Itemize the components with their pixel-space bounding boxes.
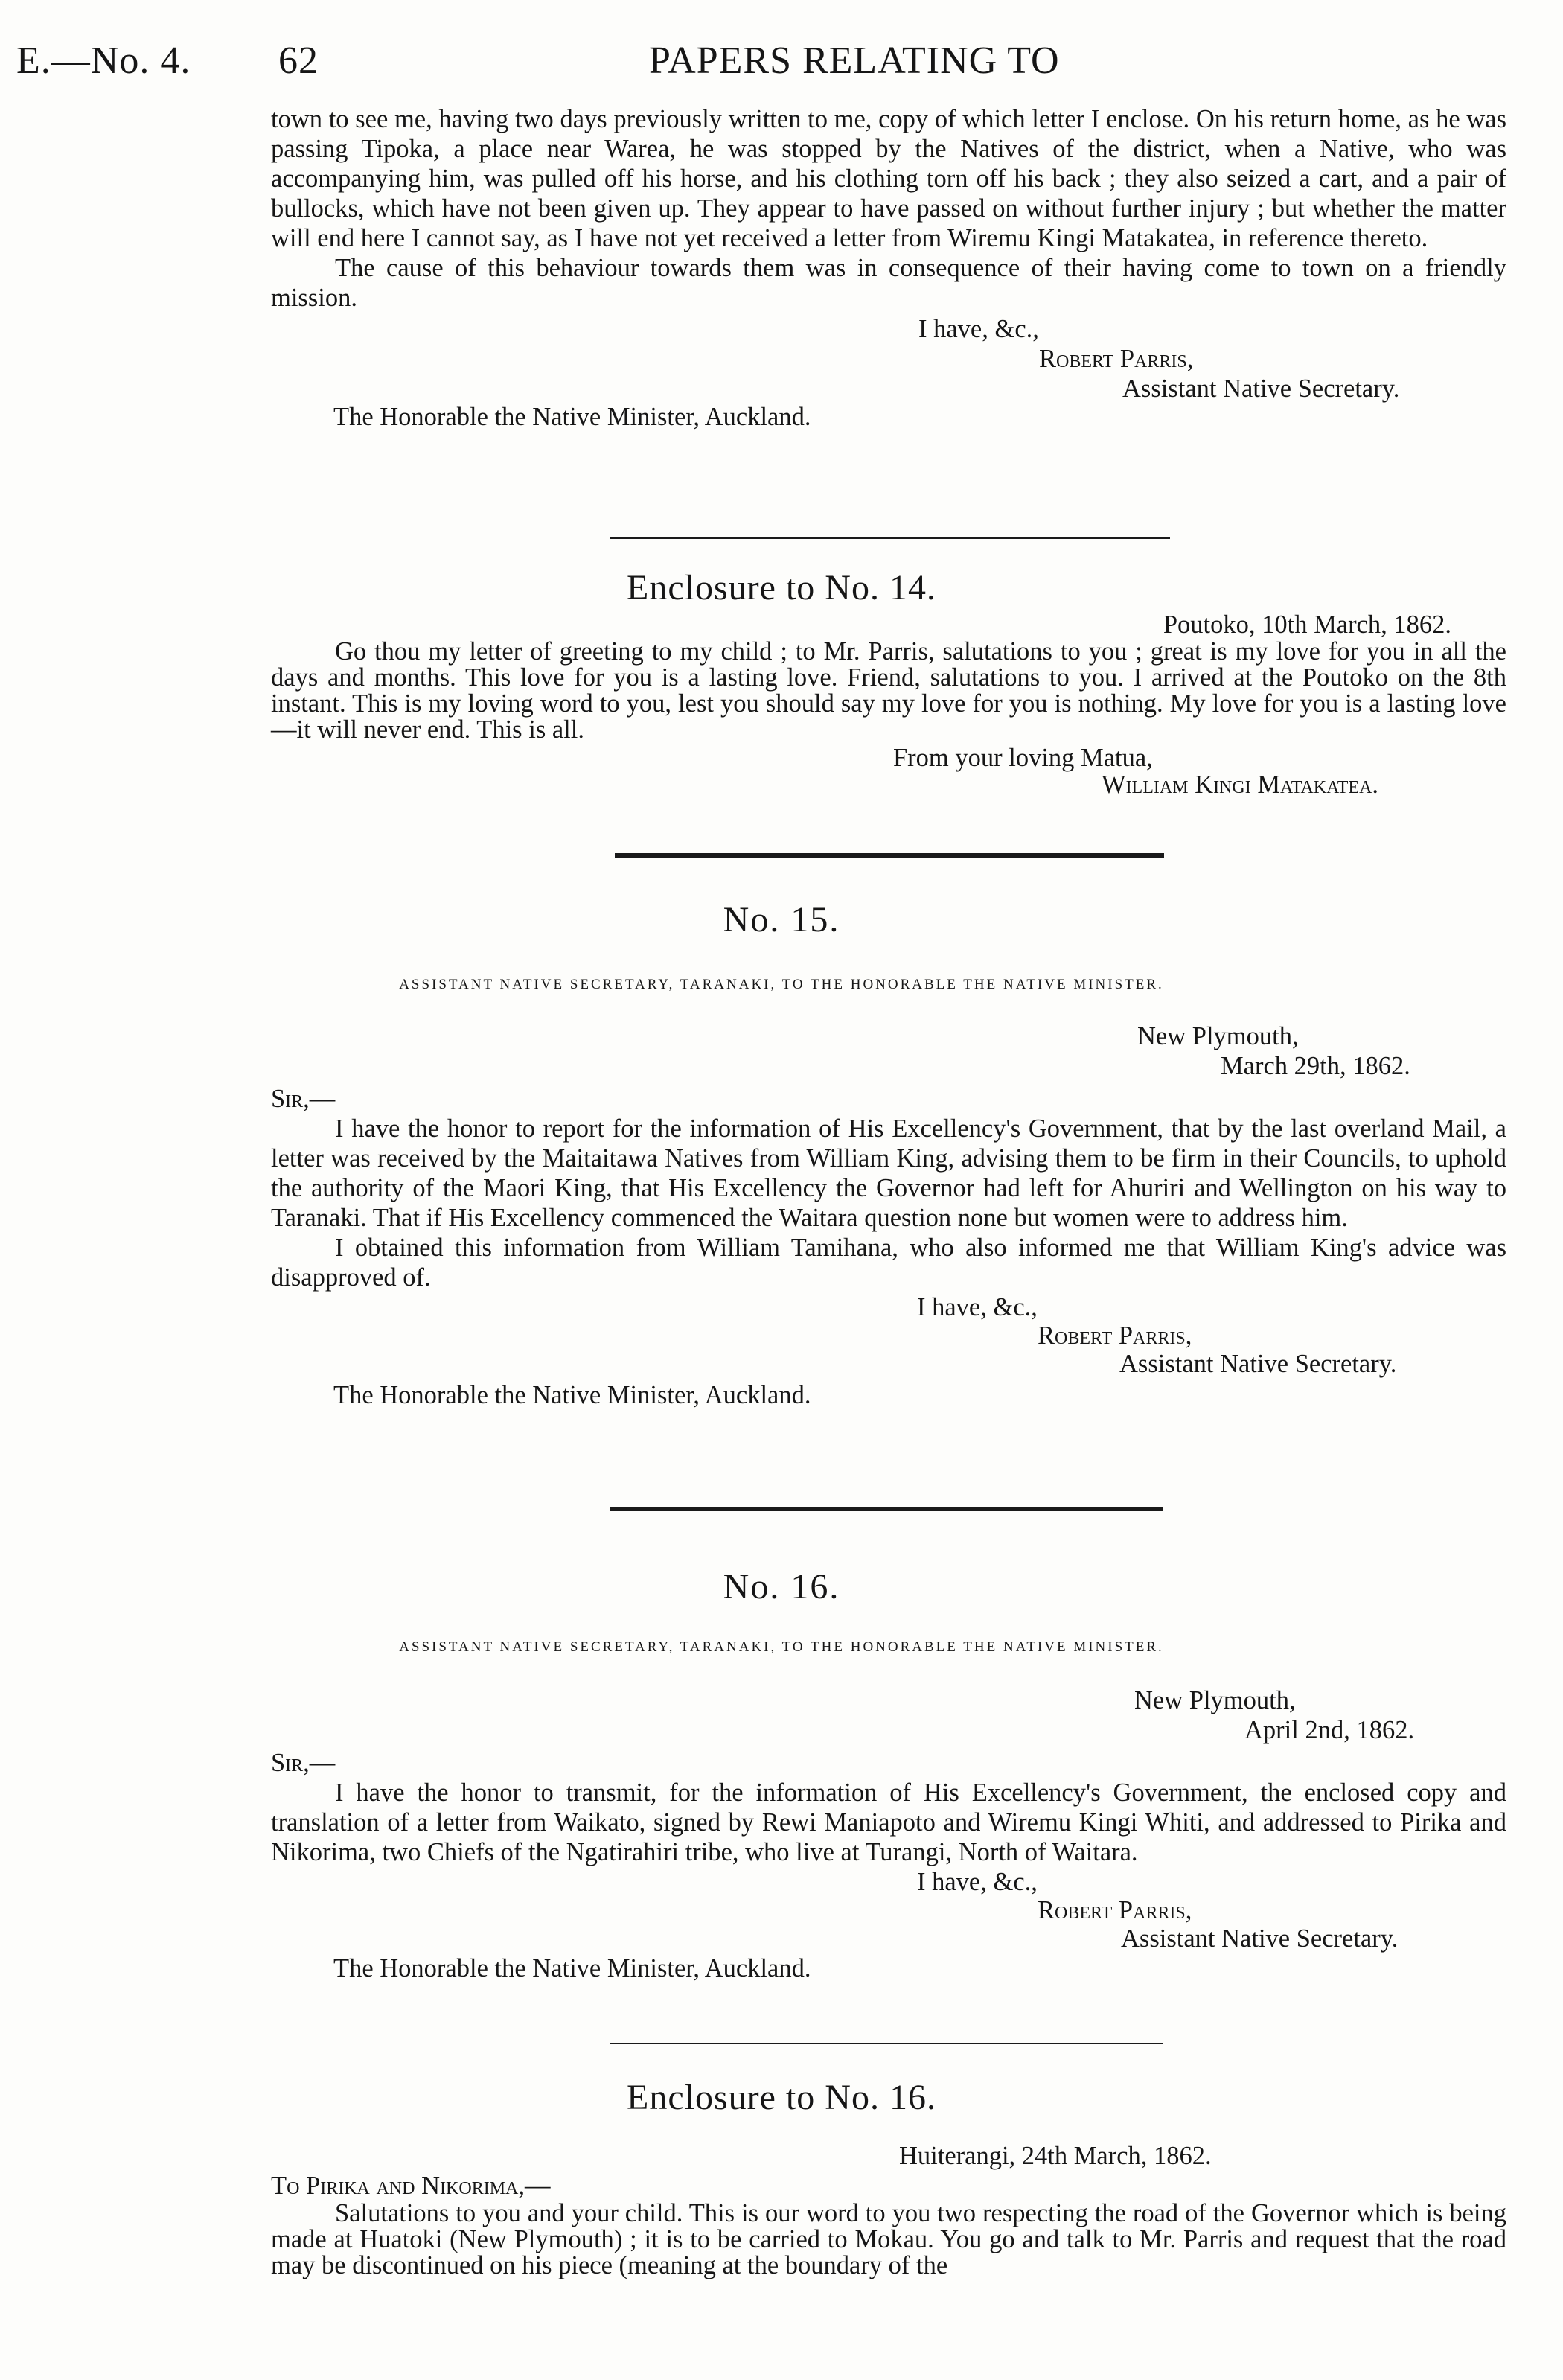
no-15-subheading: ASSISTANT NATIVE SECRETARY, TARANAKI, TO THE HONORABLE THE NATIVE MINISTER. bbox=[399, 977, 1164, 992]
letter-15-paragraph-2: I obtained this information from William Tamihana, who also informed me that William King's advice was disapproved of. bbox=[271, 1234, 1506, 1292]
document-reference: E.—No. 4. bbox=[16, 39, 191, 82]
enclosure-16 bbox=[271, 2141, 1506, 2279]
enclosure-14 bbox=[271, 610, 1506, 803]
page-number: 62 bbox=[278, 39, 319, 82]
letter-16-place: New Plymouth, bbox=[1134, 1686, 1296, 1714]
section-divider-thick bbox=[610, 1507, 1163, 1511]
letter-16-salutation: Sir,— bbox=[271, 1749, 336, 1777]
enclosure-14-signer: William Kingi Matakatea. bbox=[1102, 771, 1379, 799]
letter-14-continuation bbox=[271, 104, 1506, 432]
enclosure-14-heading: Enclosure to No. 14. bbox=[627, 568, 936, 607]
closing: I have, &c., bbox=[917, 1293, 1038, 1321]
letter-16-signature-block bbox=[271, 1867, 1506, 1986]
letter-16-paragraph-1: I have the honor to transmit, for the information of His Excellency's Government, the enclosed copy and translation of a letter from Waikato, signed by Rewi Maniapoto and Wiremu Kingi Whiti, and addressed to Pirika and Nikorima, two Chiefs of the Ngatirahiri tribe, who live at Turangi, North of Waitara. bbox=[271, 1778, 1506, 1866]
enclosure-14-signature bbox=[271, 743, 1506, 803]
letter-16 bbox=[271, 1685, 1506, 1986]
enclosure-16-body: Salutations to you and your child. This is our word to you two respecting the road of the Governor which is being made at Huatoki (New Plymouth) ; it is to be carried to Mokau. You go and talk to Mr. Parris and request that the road may be discontinued on his piece (meaning at the boundary of the bbox=[271, 2199, 1506, 2279]
no-16-subheading: ASSISTANT NATIVE SECRETARY, TARANAKI, TO THE HONORABLE THE NATIVE MINISTER. bbox=[399, 1639, 1164, 1655]
enclosure-14-body: Go thou my letter of greeting to my child ; to Mr. Parris, salutations to you ; great is my love for you in all the days and months. This love for you is a lasting love. Friend, salutations to you. I arrived at the Poutoko on the 8th instant. This is my loving word to you, lest you should say my love for you is nothing. My love for you is a lasting love—it will never end. This is all. bbox=[271, 637, 1506, 744]
section-divider-thin bbox=[610, 2043, 1163, 2044]
enclosure-16-addressee: To Pirika and Nikorima,— bbox=[271, 2172, 551, 2200]
enclosure-16-place-date: Huiterangi, 24th March, 1862. bbox=[899, 2142, 1212, 2170]
addressee: The Honorable the Native Minister, Auckland. bbox=[333, 1381, 811, 1409]
closing: I have, &c., bbox=[917, 1868, 1038, 1896]
signer-title: Assistant Native Secretary. bbox=[1121, 1924, 1399, 1953]
letter-15-salutation: Sir,— bbox=[271, 1085, 336, 1113]
section-divider-thick bbox=[615, 853, 1164, 858]
letter-15 bbox=[271, 1021, 1506, 1411]
enclosure-16-heading: Enclosure to No. 16. bbox=[627, 2078, 936, 2117]
section-divider-thin bbox=[610, 537, 1170, 539]
letter-15-paragraph-1: I have the honor to report for the information of His Excellency's Government, that by the last overland Mail, a letter was received by the Maitaitawa Natives from William King, advising them to be firm in their Councils, to uphold the authority of the Maori King, that His Excellency the Governor had left for Ahuriri and Wellington on his way to Taranaki. That if His Excellency commenced the Waitara question none but women were to address him. bbox=[271, 1114, 1506, 1232]
signer-name: Robert Parris, bbox=[1038, 1896, 1192, 1924]
enclosure-14-from: From your loving Matua, bbox=[893, 744, 1153, 772]
letter-16-dateline bbox=[271, 1685, 1506, 1749]
signer-title: Assistant Native Secretary. bbox=[1122, 374, 1400, 403]
closing: I have, &c., bbox=[918, 315, 1039, 343]
no-15-heading: No. 15. bbox=[723, 900, 840, 939]
addressee: The Honorable the Native Minister, Auckland. bbox=[333, 403, 811, 431]
letter-15-signature-block bbox=[271, 1292, 1506, 1411]
letter-14-paragraph-2: The cause of this behaviour towards them was in consequence of their having come to town on a friendly mission. bbox=[271, 254, 1506, 312]
signer-title: Assistant Native Secretary. bbox=[1119, 1350, 1397, 1378]
no-16-heading: No. 16. bbox=[723, 1567, 840, 1607]
letter-14-signature-block bbox=[271, 313, 1506, 432]
signer-name: Robert Parris, bbox=[1038, 1321, 1192, 1350]
running-title: PAPERS RELATING TO bbox=[649, 39, 1060, 82]
letter-14-paragraph-1: town to see me, having two days previously written to me, copy of which letter I enclose. On his return home, as he was passing Tipoka, a place near Warea, he was stopped by the Natives of the district, when a Native, who was accompanying him, was pulled off his horse, and his clothing torn off his back ; they also seized a cart, and a pair of bullocks, which have not been given up. They appear to have passed on without further injury ; but whether the matter will end here I cannot say, as I have not yet received a letter from Wiremu Kingi Matakatea, in reference thereto. bbox=[271, 105, 1506, 252]
signer-name: Robert Parris, bbox=[1039, 345, 1194, 373]
letter-15-place: New Plymouth, bbox=[1137, 1022, 1299, 1050]
addressee: The Honorable the Native Minister, Auckland. bbox=[333, 1954, 811, 1982]
letter-16-date: April 2nd, 1862. bbox=[1244, 1716, 1415, 1744]
letter-15-dateline bbox=[271, 1021, 1506, 1088]
letter-15-date: March 29th, 1862. bbox=[1221, 1052, 1410, 1080]
enclosure-14-place-date: Poutoko, 10th March, 1862. bbox=[1163, 610, 1451, 639]
